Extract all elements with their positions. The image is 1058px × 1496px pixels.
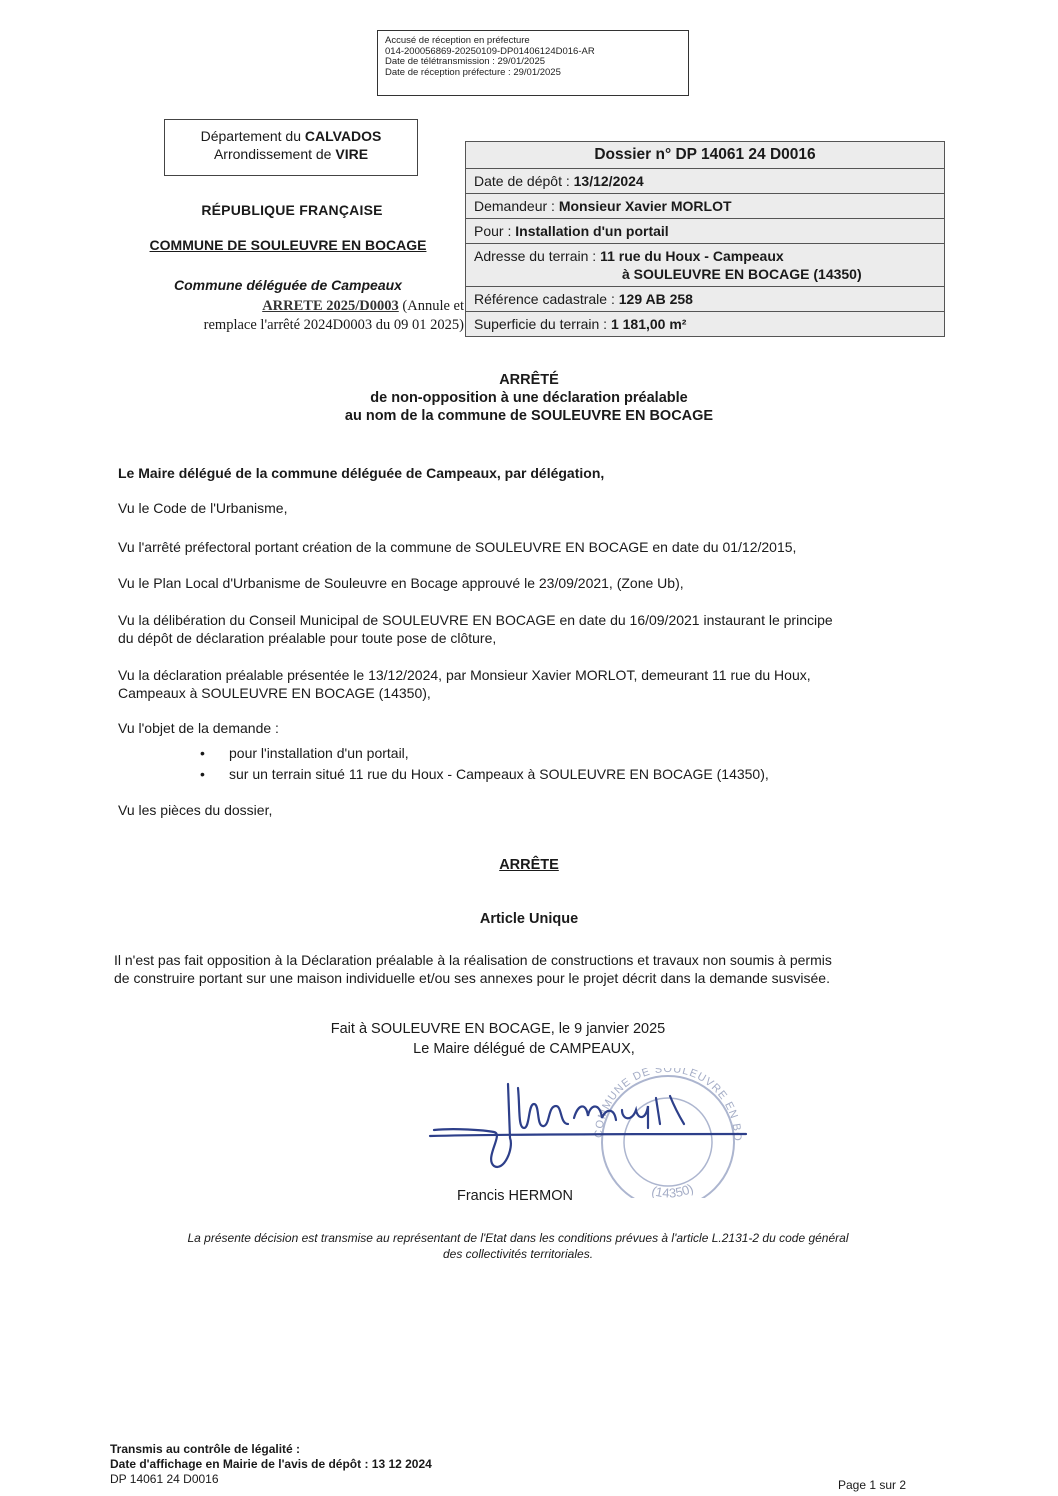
department-line: Département du CALVADOS: [200, 128, 382, 144]
dossier-row-pour: Pour : Installation d'un portail: [466, 219, 944, 244]
receipt-line: Accusé de réception en préfecture: [385, 35, 530, 46]
footer-line: DP 14061 24 D0016: [110, 1472, 219, 1486]
dossier-row-superficie: Superficie du terrain : 1 181,00 m²: [466, 312, 944, 336]
footer-block: [110, 1442, 432, 1487]
dossier-table: [465, 141, 945, 337]
arrondissement-line: Arrondissement de VIRE: [213, 146, 369, 162]
vu-line-cont: du dépôt de déclaration préalable pour toute pose de clôture,: [118, 630, 497, 646]
svg-text:COMMUNE DE SOULEUVRE EN BOCAGE: COMMUNE DE SOULEUVRE EN BO: [592, 1068, 744, 1142]
vu-line: Vu la délibération du Conseil Municipal de SOULEUVRE EN BOCAGE en date du 16/09/2021 instaurant le principe: [118, 612, 833, 628]
department-box: [164, 119, 418, 176]
arrete-number: ARRETE 2025/D0003: [262, 298, 399, 314]
document-subtitle: de non-opposition à une déclaration préalable: [370, 390, 688, 406]
receipt-line: Date de réception préfecture : 29/01/2025: [385, 66, 561, 78]
receipt-line: 014-200056869-20250109-DP01406124D016-AR: [385, 45, 595, 57]
dossier-row-cadastre: Référence cadastrale : 129 AB 258: [466, 287, 944, 312]
official-seal-and-signature: [424, 1068, 754, 1198]
vu-line: Vu le Code de l'Urbanisme,: [118, 500, 288, 516]
signature-place-date: Fait à SOULEUVRE EN BOCAGE, le 9 janvier 2025: [330, 1021, 666, 1037]
vu-line: Vu les pièces du dossier,: [118, 802, 273, 818]
article-text: Il n'est pas fait opposition à la Déclaration préalable à la réalisation de constructions et travaux non soumis à permis: [114, 952, 832, 968]
handwritten-signature: [430, 1084, 746, 1167]
vu-line: Vu l'objet de la demande :: [118, 720, 279, 736]
list-item: • pour l'installation d'un portail,: [200, 745, 409, 761]
document-title: ARRÊTÉ: [499, 372, 559, 388]
signature-role: Le Maire délégué de CAMPEAUX,: [413, 1041, 635, 1057]
legal-footnote: La présente décision est transmise au représentant de l'Etat dans les conditions prévues à l'article L.2131-2 du code général des collectivités territoriales.: [187, 1231, 849, 1261]
footer-line: Date d'affichage en Mairie de l'avis de dépôt : 13 12 2024: [110, 1457, 432, 1471]
article-heading: Article Unique: [479, 911, 579, 927]
arrete-note: (Annule et: [398, 298, 464, 314]
document-subtitle-2: au nom de la commune de SOULEUVRE EN BOCAGE: [344, 408, 714, 424]
intro-line: Le Maire délégué de la commune déléguée de Campeaux, par délégation,: [118, 465, 605, 481]
vu-line-cont: Campeaux à SOULEUVRE EN BOCAGE (14350),: [118, 685, 431, 701]
commune-deleguee: Commune déléguée de Campeaux: [174, 277, 402, 293]
arrete-note-2: remplace l'arrêté 2024D0003 du 09 01 2025): [203, 317, 464, 333]
republic-heading: RÉPUBLIQUE FRANÇAISE: [201, 202, 383, 218]
vu-line: Vu l'arrêté préfectoral portant création de la commune de SOULEUVRE EN BOCAGE en date du 01/12/2015,: [118, 539, 797, 555]
commune-heading: COMMUNE DE SOULEUVRE EN BOCAGE: [149, 237, 427, 253]
page-number: Page 1 sur 2: [838, 1478, 907, 1492]
dossier-number: Dossier n° DP 14061 24 D0016: [466, 142, 944, 169]
dossier-row-date: Date de dépôt : 13/12/2024: [466, 169, 944, 194]
receipt-line: Date de télétransmission : 29/01/2025: [385, 56, 546, 68]
dossier-row-demandeur: Demandeur : Monsieur Xavier MORLOT: [466, 194, 944, 219]
signature-area: [424, 1068, 754, 1198]
receipt-stamp-box: [377, 30, 689, 96]
vu-line: Vu le Plan Local d'Urbanisme de Souleuvre en Bocage approuvé le 23/09/2021, (Zone Ub),: [118, 575, 684, 591]
footer-line: Transmis au contrôle de légalité :: [110, 1442, 301, 1456]
signatory-name: Francis HERMON: [456, 1188, 573, 1204]
article-text-cont: de construire portant sur une maison individuelle et/ou ses annexes pour le projet décrit dans la demande susvisée.: [114, 970, 830, 986]
svg-text:(14350): (14350): [649, 1180, 696, 1198]
vu-line: Vu la déclaration préalable présentée le 13/12/2024, par Monsieur Xavier MORLOT, demeurant 11 rue du Houx,: [118, 667, 811, 683]
arrete-reference: [104, 297, 464, 335]
dossier-row-adresse: Adresse du terrain : 11 rue du Houx - Campeaux à SOULEUVRE EN BOCAGE (14350): [466, 244, 944, 287]
arrete-heading: ARRÊTE: [499, 857, 559, 873]
list-item: • sur un terrain situé 11 rue du Houx - Campeaux à SOULEUVRE EN BOCAGE (14350),: [200, 766, 769, 782]
